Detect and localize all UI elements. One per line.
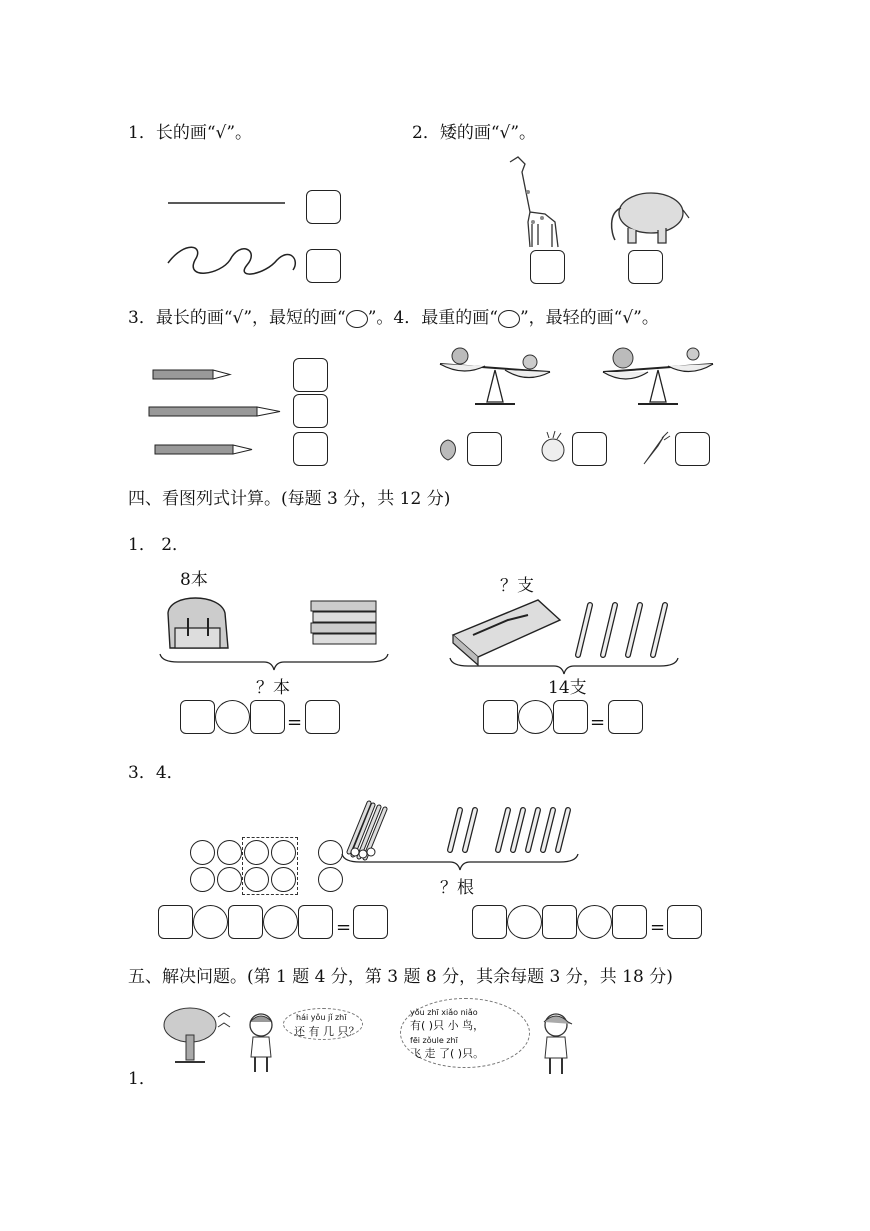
q3-part-c: ”，最轻的画“√”。 [519, 308, 659, 328]
section-5-question-1-number: 1． [128, 1069, 156, 1089]
carrot-icon [638, 430, 672, 468]
sticks-brace [340, 852, 580, 874]
answer-box-elephant[interactable] [628, 250, 663, 284]
dashed-selection-box [242, 837, 298, 895]
answer-box-pencil-3[interactable] [293, 432, 328, 466]
section-4-row-1-numbers: 1． 2． [128, 535, 190, 555]
circle-symbol-icon [346, 310, 368, 328]
equation-1-box-2[interactable] [250, 700, 285, 734]
answer-box-pencil-1[interactable] [293, 358, 328, 392]
circle-symbol-icon [498, 310, 520, 328]
counting-circle [190, 867, 215, 892]
equation-3-box-1[interactable] [158, 905, 193, 939]
counting-circle [217, 867, 242, 892]
equation-4-box-2[interactable] [542, 905, 577, 939]
pencil-short-icon [152, 368, 232, 382]
section-4-row-2-numbers: 3．4． [128, 763, 184, 783]
pencil-medium-icon [154, 443, 254, 457]
curly-line-figure [165, 235, 300, 285]
equation-2-result-box[interactable] [608, 700, 643, 734]
equation-4-equals: = [650, 917, 666, 938]
tree-with-birds-icon [160, 1005, 235, 1065]
radish-icon [537, 430, 571, 464]
equation-4-operator-circle-2[interactable] [577, 905, 612, 939]
section-5-title: 五、解决问题。(第 1 题 4 分，第 3 题 8 分，其余每题 3 分，共 18 分) [128, 967, 673, 987]
elephant-icon [603, 188, 691, 246]
books-in-bag-label: 8本 [180, 570, 208, 590]
bubble-1-pinyin: hái yǒu jǐ zhī [296, 1013, 347, 1022]
backpack-icon [160, 588, 235, 653]
equation-3-result-box[interactable] [353, 905, 388, 939]
equation-2-box-1[interactable] [483, 700, 518, 734]
equation-3-operator-circle-1[interactable] [193, 905, 228, 939]
bubble-2-pinyin-1: yǒu zhī xiǎo niǎo [410, 1008, 478, 1017]
counting-circle [217, 840, 242, 865]
equation-1-box-1[interactable] [180, 700, 215, 734]
equation-4-operator-circle-1[interactable] [507, 905, 542, 939]
boy-1-icon [246, 1012, 276, 1074]
counting-circle [190, 840, 215, 865]
sticks-total-label: ？根 [440, 878, 474, 898]
bubble-2-line-1: 有( )只 小 鸟， [410, 1019, 485, 1032]
equation-2-operator-circle[interactable] [518, 700, 553, 734]
bubble-2-pinyin-2: fēi zǒule zhī [410, 1036, 458, 1045]
equation-1-operator-circle[interactable] [215, 700, 250, 734]
answer-box-radish[interactable] [572, 432, 607, 466]
equation-2-box-2[interactable] [553, 700, 588, 734]
straight-line-figure [165, 195, 290, 215]
answer-box-carrot[interactable] [675, 432, 710, 466]
question-1-long: 1．长的画“√”。 [128, 123, 253, 143]
equation-4-box-3[interactable] [612, 905, 647, 939]
equation-3-box-3[interactable] [298, 905, 333, 939]
bubble-1-text: 还 有 几 只？ [294, 1025, 360, 1038]
section-4-title: 四、看图列式计算。(每题 3 分，共 12 分) [128, 489, 451, 509]
balance-scale-1-icon [435, 342, 555, 407]
answer-box-giraffe[interactable] [530, 250, 565, 284]
equation-3-equals: = [336, 917, 352, 938]
equation-4-result-box[interactable] [667, 905, 702, 939]
balance-scale-2-icon [598, 342, 718, 407]
equation-1-result-box[interactable] [305, 700, 340, 734]
equation-4-box-1[interactable] [472, 905, 507, 939]
equation-3-operator-circle-2[interactable] [263, 905, 298, 939]
pencil-case-icon [448, 595, 563, 665]
answer-box-strawberry[interactable] [467, 432, 502, 466]
q3-part-a: 3．最长的画“√”，最短的画“ [128, 308, 346, 328]
book-stack-icon [308, 598, 380, 653]
loose-sticks-icon [440, 805, 580, 855]
stick-bundle-icon [345, 800, 390, 860]
pens-in-box-label: ？支 [500, 576, 534, 596]
bubble-2-line-2: 飞 走 了( )只。 [410, 1047, 485, 1060]
answer-box-pencil-2[interactable] [293, 394, 328, 428]
q3-part-b: ”。4．最重的画“ [367, 308, 498, 328]
question-2-short: 2．矮的画“√”。 [412, 123, 537, 143]
pencil-long-icon [148, 405, 283, 419]
equation-2-equals: = [590, 712, 606, 733]
books-brace [158, 652, 390, 674]
question-3-4-text [128, 303, 659, 328]
answer-box-straight[interactable] [306, 190, 341, 224]
equation-3-box-2[interactable] [228, 905, 263, 939]
pens-icon [575, 600, 680, 660]
equation-1-equals: = [287, 712, 303, 733]
pens-total-label: 14支 [548, 678, 587, 698]
answer-box-curly[interactable] [306, 249, 341, 283]
boy-2-icon [540, 1010, 572, 1076]
books-total-label: ？本 [256, 678, 290, 698]
strawberry-icon [436, 436, 460, 462]
giraffe-icon [500, 152, 565, 250]
